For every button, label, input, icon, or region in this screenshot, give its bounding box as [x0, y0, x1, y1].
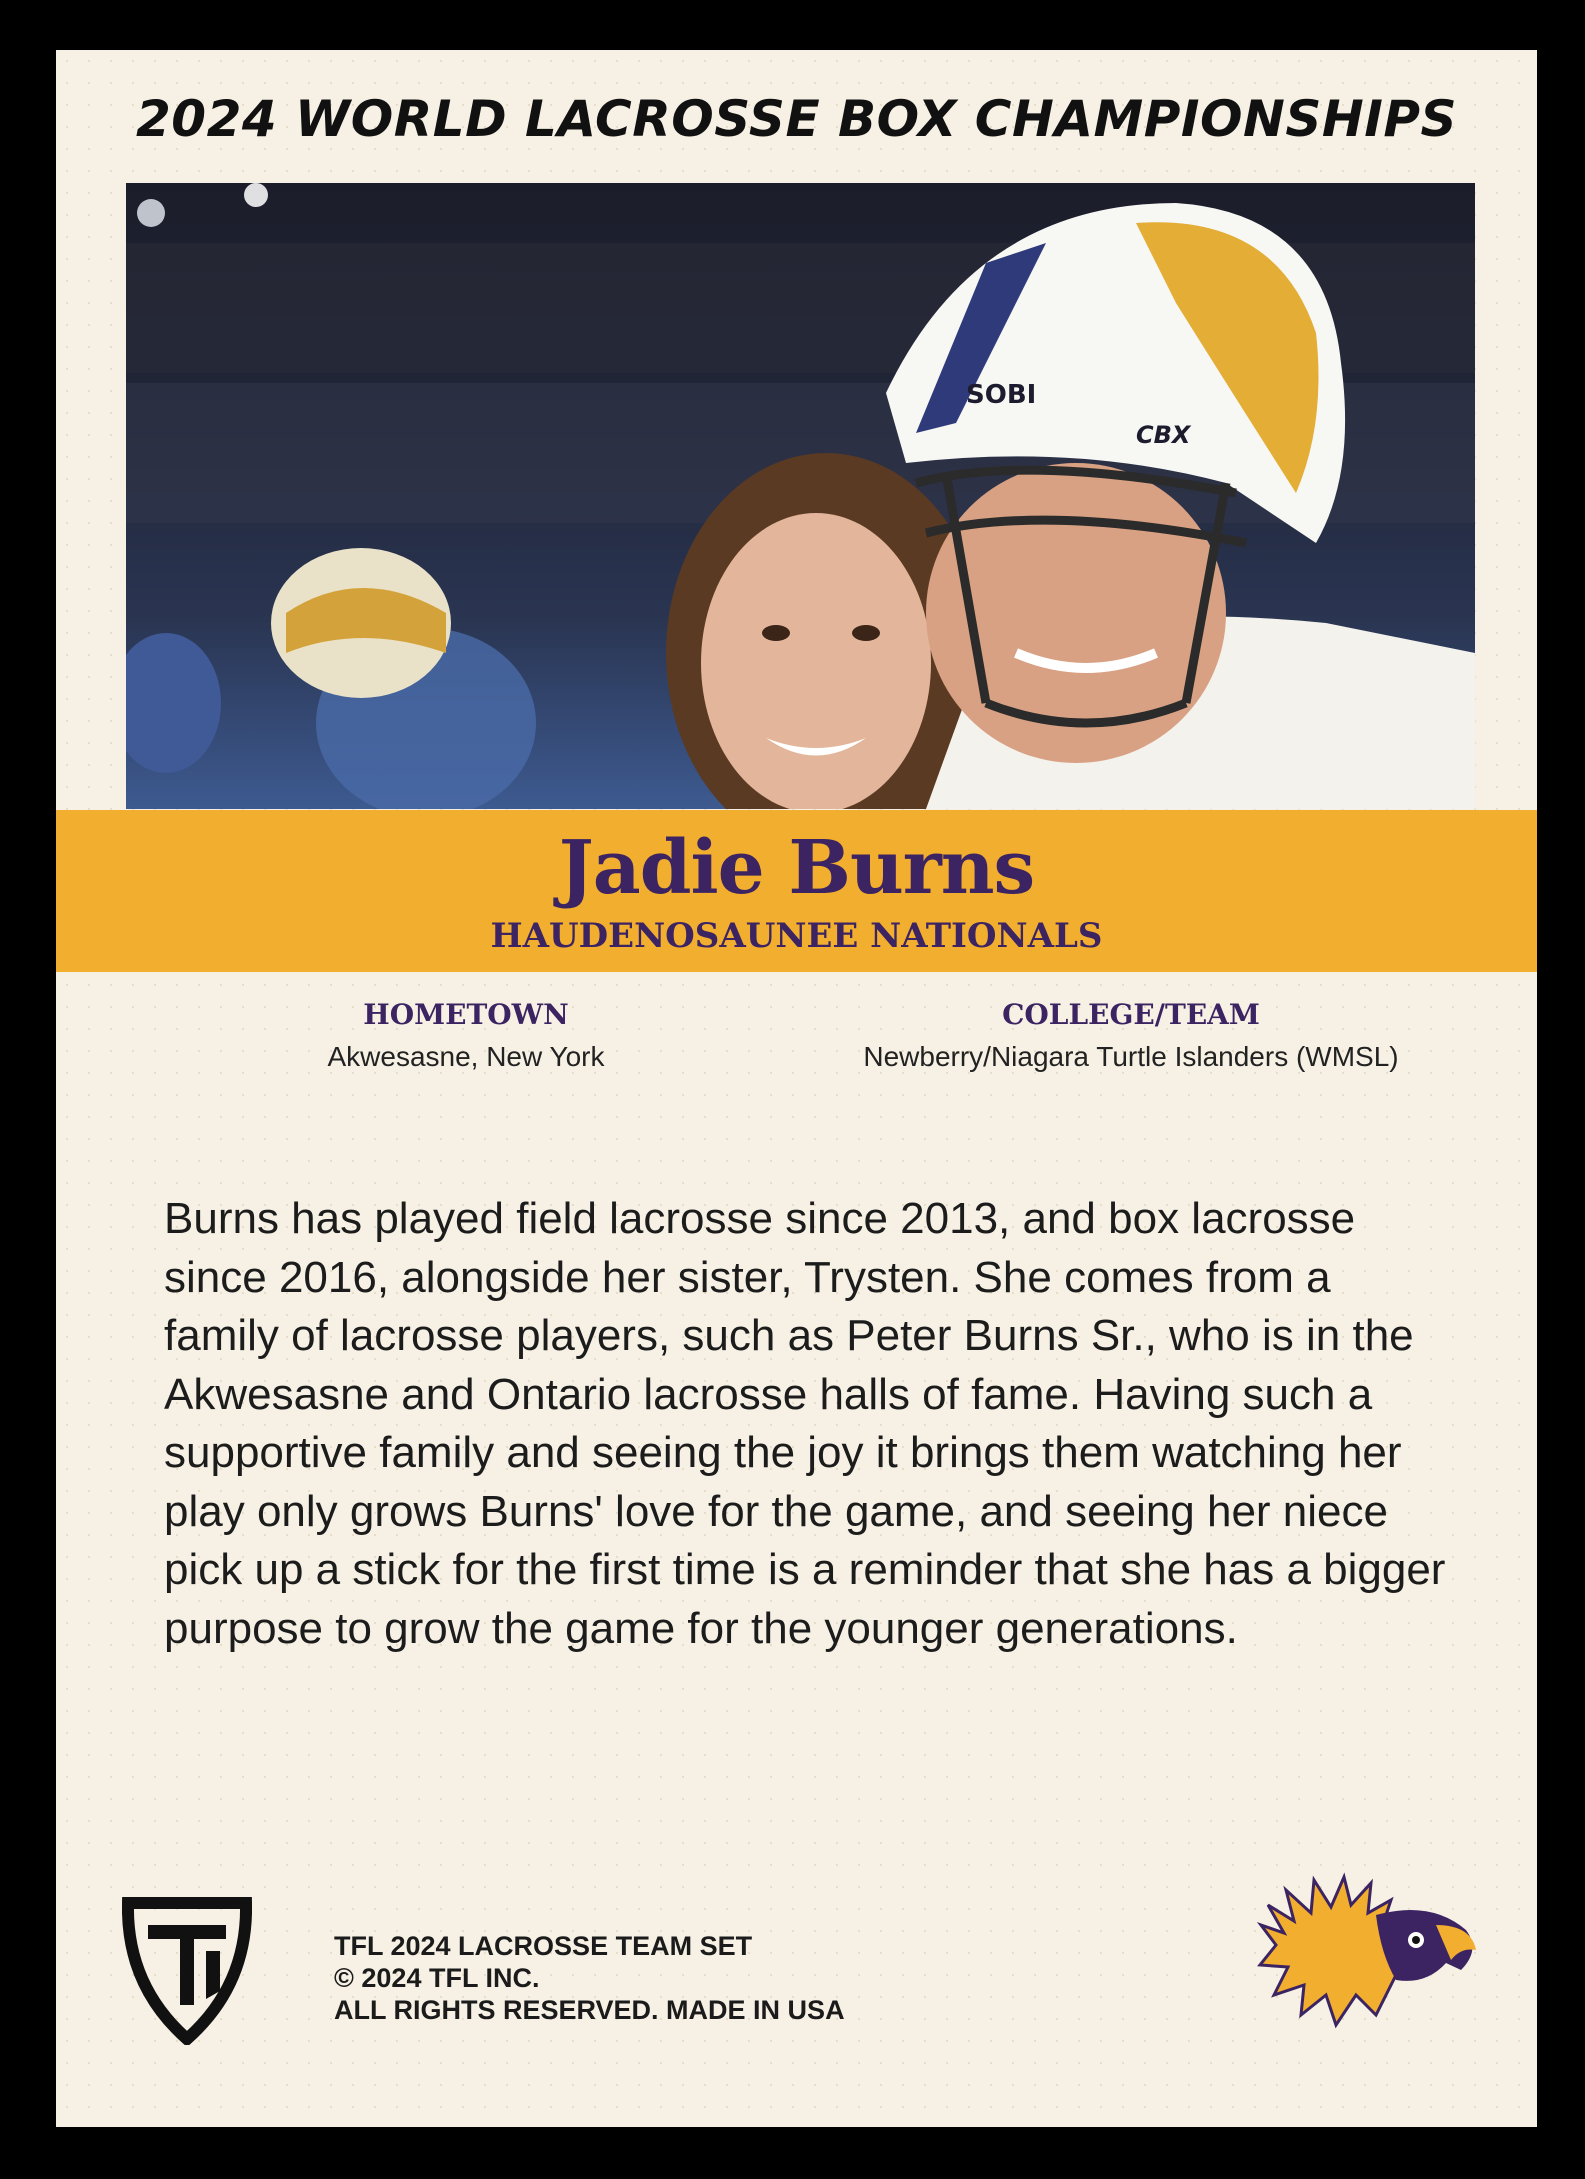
- footer-line-3: ALL RIGHTS RESERVED. MADE IN USA: [334, 1995, 845, 2025]
- college-label: COLLEGE/TEAM: [1002, 998, 1260, 1031]
- college-block: [816, 998, 1446, 1073]
- player-name: Jadie Burns: [558, 825, 1035, 911]
- tfl-logo-graphic: [122, 1895, 252, 2045]
- trading-card: [56, 50, 1537, 2127]
- photo-illustration: [126, 183, 1475, 809]
- mascot-graphic: [1256, 1855, 1481, 2035]
- eagle-headdress-icon: [1256, 1855, 1481, 2035]
- team-name: HAUDENOSAUNEE NATIONALS: [490, 916, 1103, 956]
- footer-line-1: TFL 2024 LACROSSE TEAM SET: [334, 1931, 753, 1961]
- hometown-value: Akwesasne, New York: [327, 1041, 605, 1072]
- footer-line-2: © 2024 TFL INC.: [334, 1963, 540, 1993]
- tfl-logo-icon: [122, 1895, 252, 2045]
- college-value: Newberry/Niagara Turtle Islanders (WMSL): [863, 1041, 1399, 1072]
- helmet-brand-text: SOBI: [966, 380, 1037, 410]
- player-bio: Burns has played field lacrosse since 2013, and box lacrosse since 2016, alongside her sister, Trysten. She comes from a family of lacrosse players, such as Peter Burns Sr., who is in the Akwesasne and Ontario lacrosse halls of fame. Having such a supportive family and seeing the joy it brings them watching her play only grows Burns' love for the game, and seeing her niece pick up a stick for the first time is a reminder that she has a bigger purpose to grow the game for the younger generations.: [164, 1194, 1446, 1653]
- hometown-label: HOMETOWN: [363, 998, 569, 1031]
- hometown-block: [286, 998, 646, 1073]
- footer-text: [334, 1930, 845, 2026]
- player-photo: [126, 183, 1475, 809]
- card-title: 2024 WORLD LACROSSE BOX CHAMPIONSHIPS: [135, 90, 1457, 148]
- helmet-text: CBX: [1136, 421, 1191, 449]
